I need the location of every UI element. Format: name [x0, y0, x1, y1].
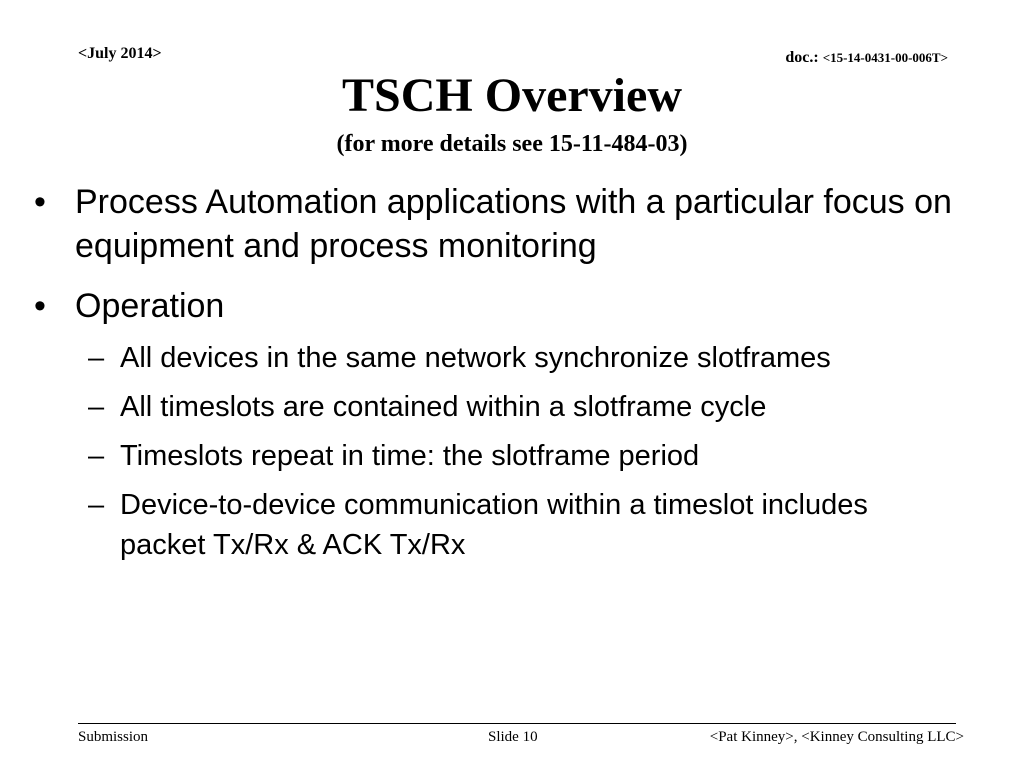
bullet-text: Process Automation applications with a particular focus on equipment and process monitoring [75, 183, 952, 265]
dash-marker: – [88, 342, 105, 374]
header-date: <July 2014> [78, 45, 162, 62]
sub-bullet-text: Device-to-device communication within a timeslot includes packet Tx/Rx & ACK Tx/Rx [120, 489, 868, 561]
footer-slide-number: Slide 10 [488, 729, 538, 745]
sub-bullet-text: Timeslots repeat in time: the slotframe period [120, 440, 700, 472]
doc-prefix: doc.: [785, 49, 823, 66]
slide-subtitle: (for more details see 15-11-484-03) [336, 131, 688, 157]
sub-bullet-item [34, 485, 920, 565]
dash-marker: – [88, 391, 105, 423]
sub-bullet-item [34, 387, 984, 427]
footer-divider [78, 723, 956, 724]
slide-title: TSCH Overview [342, 69, 682, 122]
doc-number: <15-14-0431-00-006T> [822, 50, 948, 65]
bullet-text: Operation [75, 287, 225, 325]
bullet-marker: • [34, 287, 46, 325]
dash-marker: – [88, 489, 105, 521]
dash-marker: – [88, 440, 105, 472]
sub-bullet-text: All timeslots are contained within a slotframe cycle [120, 391, 767, 423]
header-doc-id [785, 49, 948, 67]
slide-body [34, 180, 984, 565]
footer-author: <Pat Kinney>, <Kinney Consulting LLC> [709, 729, 964, 745]
sub-bullet-text: All devices in the same network synchronize slotframes [120, 342, 831, 374]
sub-bullet-item [34, 436, 984, 476]
bullet-item [34, 284, 984, 328]
bullet-marker: • [34, 183, 46, 221]
bullet-item [34, 180, 984, 268]
footer-submission: Submission [78, 729, 149, 745]
sub-bullet-item [34, 338, 984, 378]
